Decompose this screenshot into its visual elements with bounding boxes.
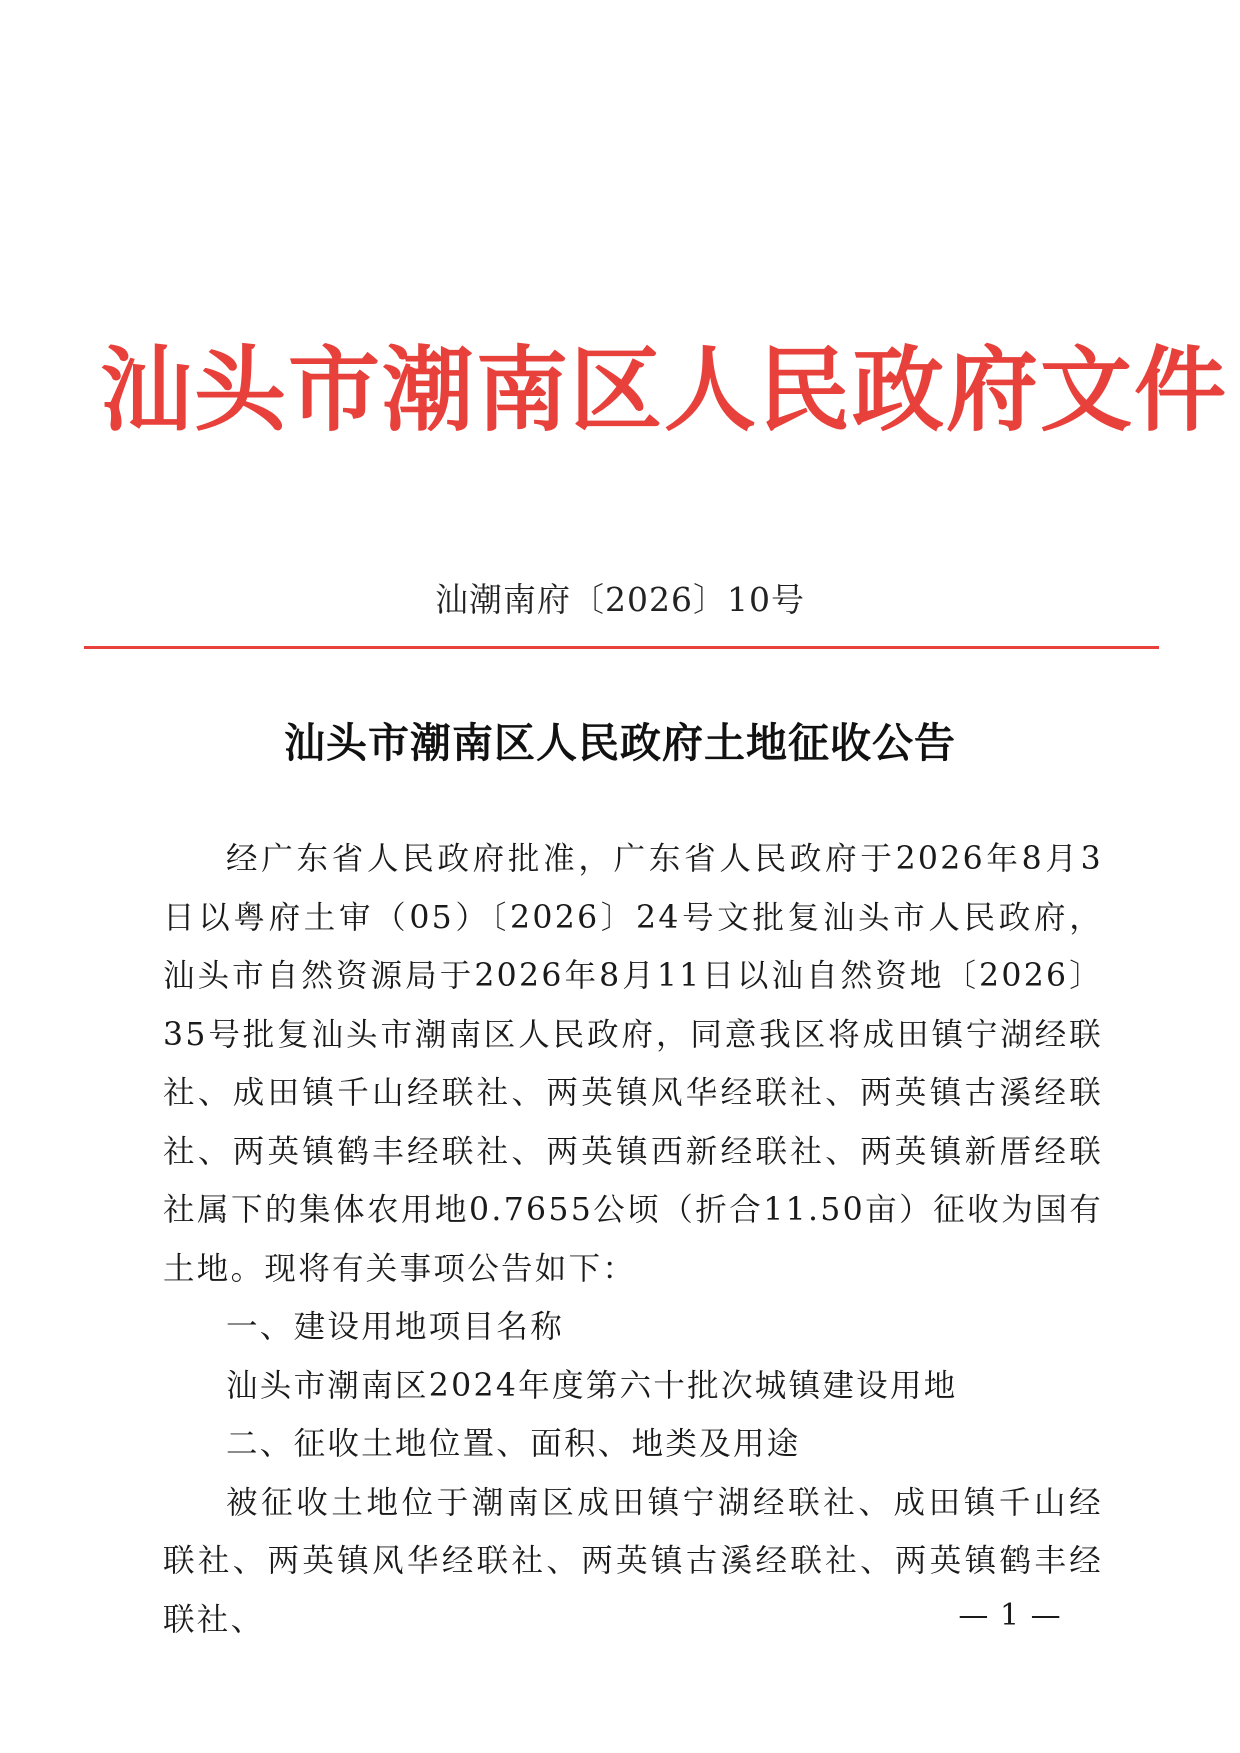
document-title: 汕头市潮南区人民政府土地征收公告 [284,719,956,767]
issuing-authority-title: 汕头市潮南区人民政府文件 [100,337,1229,444]
page-number: — 1 — [958,1598,1062,1633]
document-body [163,830,1103,1649]
section-heading-project-name: 一、建设用地项目名称 [226,1309,565,1345]
body-paragraph-land-location: 被征收土地位于潮南区成田镇宁湖经联社、成田镇千山经联社、两英镇风华经联社、两英镇古溪经联社、两英镇鹤丰经联社、 [163,1484,1103,1638]
section-heading-land-location: 二、征收土地位置、面积、地类及用途 [226,1426,801,1462]
document-number: 汕潮南府〔2026〕10号 [435,580,805,619]
body-paragraph-project-name: 汕头市潮南区2024年度第六十批次城镇建设用地 [226,1367,958,1404]
body-paragraph-intro: 经广东省人民政府批准，广东省人民政府于2026年8月3日以粤府土审（05）〔2026〕24号文批复汕头市人民政府，汕头市自然资源局于2026年8月11日以汕自然资地〔2026〕35号批复汕头市潮南区人民政府，同意我区将成田镇宁湖经联社、成田镇千山经联社、两英镇风华经联社、两英镇古溪经联社、两英镇鹤丰经联社、两英镇西新经联社、两英镇新厝经联社属下的集体农用地0.7655公顷（折合11.50亩）征收为国有土地。现将有关事项公告如下： [163,841,1103,1287]
red-divider-line [84,646,1159,649]
